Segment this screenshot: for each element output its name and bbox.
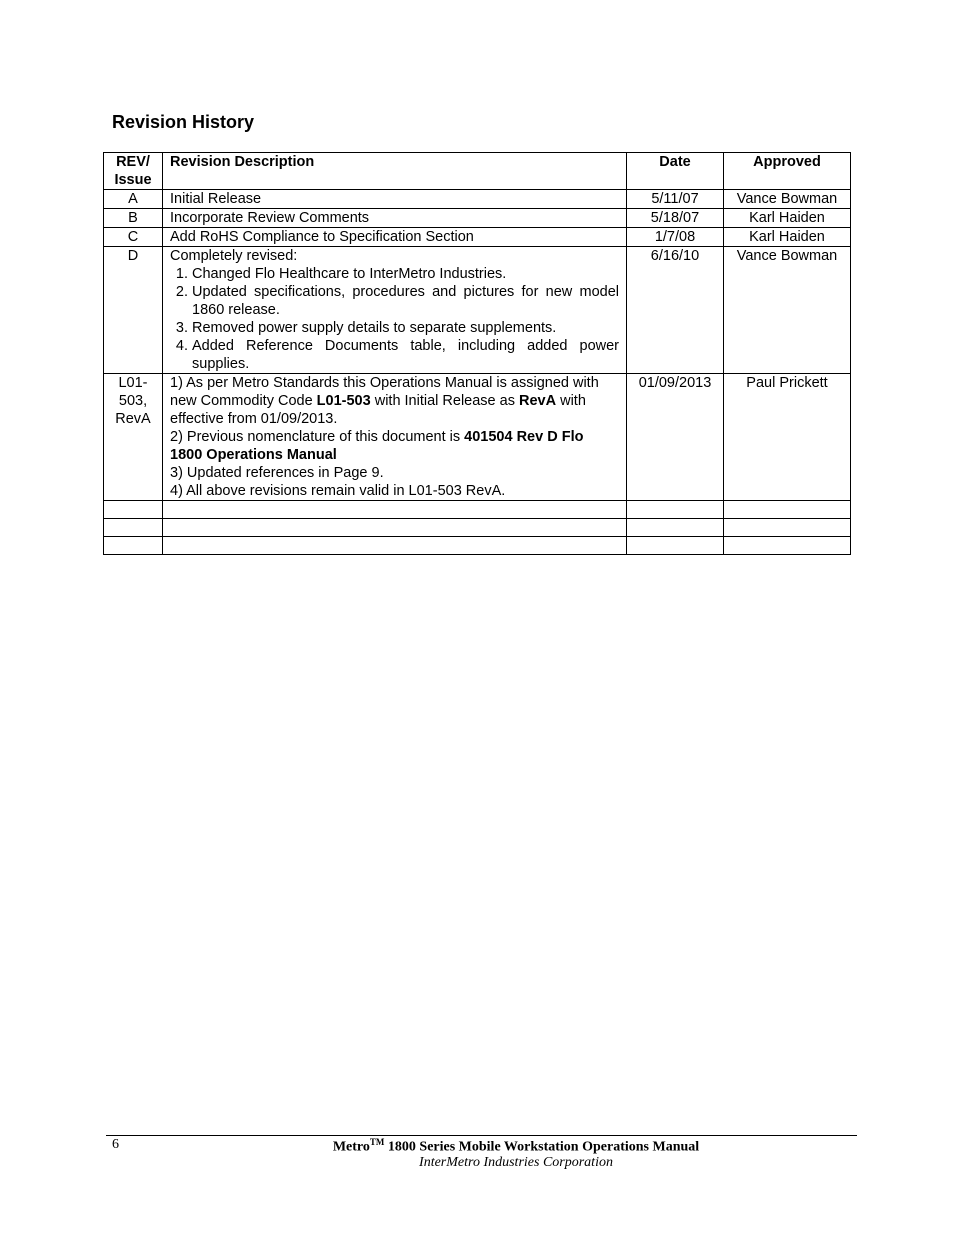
description-item-3: 3) Updated references in Page 9. [170,465,384,481]
cell-approved: Vance Bowman [724,247,851,374]
description-intro: Completely revised: [170,248,298,264]
cell-description [163,374,627,501]
footer-subtitle: InterMetro Industries Corporation [419,1155,613,1170]
cell-date: 5/18/07 [627,209,724,228]
cell-rev: B [104,209,163,228]
cell-description [163,247,627,374]
cell-date: 5/11/07 [627,190,724,209]
description-item-1: 1) As per Metro Standards this Operations Manual is assigned with new Commodity Code L01-503 with Initial Release as RevA with effective from 01/09/2013. [170,375,599,427]
revision-items-list [170,265,619,373]
header-date: Date [627,153,724,190]
cell-description: Initial Release [163,190,627,209]
cell-description: Add RoHS Compliance to Specification Section [163,228,627,247]
cell-approved: Paul Prickett [724,374,851,501]
cell-rev: L01- 503, RevA [104,374,163,501]
cell-description: Incorporate Review Comments [163,209,627,228]
description-item-4: 4) All above revisions remain valid in L01-503 RevA. [170,483,506,499]
cell-approved: Karl Haiden [724,228,851,247]
table-row [104,228,851,247]
header-rev-issue: REV/ Issue [104,153,163,190]
cell-rev: C [104,228,163,247]
page-heading: Revision History [112,112,255,132]
list-item: 2. Updated specifications, procedures and pictures for new model 1860 release. [192,283,619,319]
table-row [104,190,851,209]
cell-date: 01/09/2013 [627,374,724,501]
table-row [104,247,851,374]
description-item-2: 2) Previous nomenclature of this document is 401504 Rev D Flo 1800 Operations Manual [170,429,584,463]
list-item: 1. Changed Flo Healthcare to InterMetro Industries. [192,265,619,283]
revision-history-table [103,152,851,555]
list-item: 4. Added Reference Documents table, including added power supplies. [192,337,619,373]
empty-row [104,537,851,555]
footer-title: Metro™ 1800 Series Mobile Workstation Operations Manual [332,1137,700,1155]
empty-row [104,519,851,537]
table-row [104,209,851,228]
footer-divider [106,1135,857,1136]
header-revision-description: Revision Description [163,153,627,190]
cell-rev: D [104,247,163,374]
cell-date: 1/7/08 [627,228,724,247]
empty-row [104,501,851,519]
header-approved: Approved [724,153,851,190]
cell-rev: A [104,190,163,209]
cell-approved: Karl Haiden [724,209,851,228]
page-number: 6 [112,1137,119,1152]
table-row [104,374,851,501]
list-item: 3. Removed power supply details to separate supplements. [192,319,619,337]
cell-approved: Vance Bowman [724,190,851,209]
cell-date: 6/16/10 [627,247,724,374]
table-header-row [104,153,851,190]
